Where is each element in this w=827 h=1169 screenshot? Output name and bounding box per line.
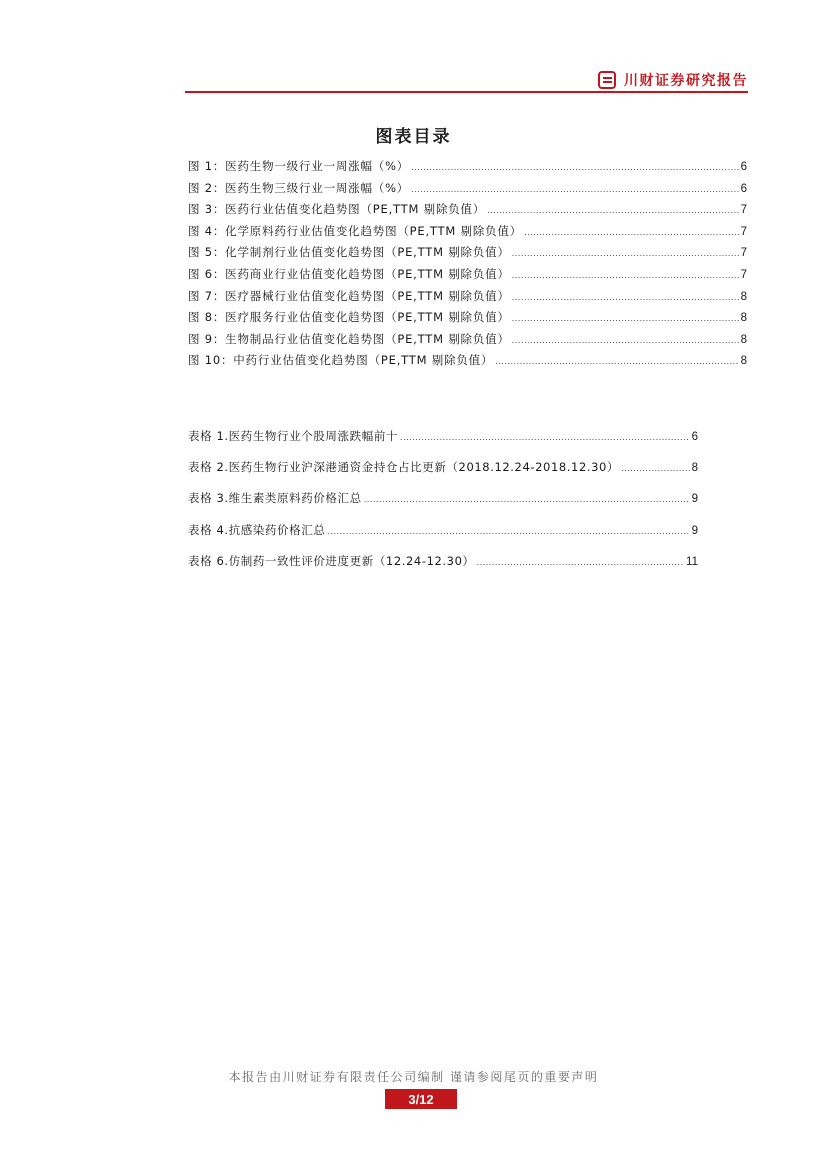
toc-entry-page: 8	[740, 312, 747, 325]
dot-leader	[512, 336, 739, 345]
toc-entry-page: 7	[740, 268, 747, 281]
toc-entry-label: 图 6：医药商业行业估值变化趋势图（PE,TTM 剔除负值）	[188, 266, 510, 281]
toc-entry-table[interactable]	[188, 522, 698, 553]
brand-name: 川财证券研究报告	[624, 73, 748, 89]
page-number-badge: 3/12	[385, 1089, 457, 1109]
dot-leader	[512, 271, 739, 280]
toc-entry-label: 表格 6.仿制药一致性评价进度更新（12.24-12.30）	[188, 553, 475, 568]
toc-entry-page: 8	[691, 462, 698, 475]
dot-leader	[495, 357, 738, 366]
toc-entry-label: 图 8：医疗服务行业估值变化趋势图（PE,TTM 剔除负值）	[188, 310, 510, 325]
toc-entry-figure[interactable]	[188, 309, 747, 331]
toc-entry-figure[interactable]	[188, 266, 747, 288]
toc-entry-label: 图 10：中药行业估值变化趋势图（PE,TTM 剔除负值）	[188, 353, 494, 368]
toc-title: 图表目录	[375, 127, 452, 147]
toc-entry-label: 图 9：生物制品行业估值变化趋势图（PE,TTM 剔除负值）	[188, 331, 510, 346]
toc-entry-figure[interactable]	[188, 352, 747, 374]
toc-entry-page: 7	[740, 225, 747, 238]
toc-entry-label: 图 4：化学原料药行业估值变化趋势图（PE,TTM 剔除负值）	[188, 223, 523, 238]
toc-entry-table[interactable]	[188, 459, 698, 490]
toc-entry-page: 6	[691, 431, 698, 443]
toc-entry-figure[interactable]	[188, 288, 747, 310]
dot-leader	[487, 206, 738, 215]
toc-entry-page: 11	[686, 555, 698, 568]
dot-leader	[512, 293, 739, 302]
toc-entry-page: 8	[740, 290, 747, 303]
toc-entry-figure[interactable]	[188, 158, 747, 180]
dot-leader	[621, 464, 690, 473]
brand-logo-icon	[598, 71, 616, 89]
toc-entry-label: 表格 1.医药生物行业个股周涨跌幅前十	[188, 429, 399, 443]
dot-leader	[364, 495, 690, 504]
toc-entry-figure[interactable]	[188, 331, 747, 353]
dot-leader	[411, 163, 738, 172]
table-list	[188, 428, 698, 584]
toc-entry-page: 6	[740, 182, 747, 195]
toc-entry-page: 7	[740, 247, 747, 260]
toc-entry-label: 图 2：医药生物三级行业一周涨幅（%）	[188, 180, 410, 195]
toc-entry-page: 7	[740, 204, 747, 217]
toc-entry-label: 表格 3.维生素类原料药价格汇总	[188, 491, 362, 506]
toc-entry-label: 表格 4.抗感染药价格汇总	[188, 522, 326, 537]
dot-leader	[327, 527, 689, 536]
toc-entry-figure[interactable]	[188, 201, 747, 223]
toc-entry-figure[interactable]	[188, 180, 747, 202]
toc-entry-label: 图 5：化学制剂行业估值变化趋势图（PE,TTM 剔除负值）	[188, 245, 510, 260]
toc-entry-figure[interactable]	[188, 223, 747, 245]
toc-entry-page: 8	[740, 355, 747, 368]
dot-leader	[524, 228, 739, 237]
toc-entry-table[interactable]	[188, 428, 698, 459]
dot-leader	[512, 249, 739, 258]
toc-entry-table[interactable]	[188, 490, 698, 521]
toc-entry-label: 表格 2.医药生物行业沪深港通资金持仓占比更新（2018.12.24-2018.12.30）	[188, 460, 620, 475]
toc-entry-label: 图 1：医药生物一级行业一周涨幅（%）	[188, 159, 410, 173]
dot-leader	[411, 185, 738, 194]
dot-leader	[512, 314, 739, 323]
toc-entry-table[interactable]	[188, 553, 698, 584]
toc-entry-figure[interactable]	[188, 244, 747, 266]
header-brand	[598, 69, 748, 91]
footer-disclaimer: 本报告由川财证券有限责任公司编制 谨请参阅尾页的重要声明	[228, 1070, 599, 1084]
dot-leader	[400, 433, 690, 442]
toc-entry-label: 图 3：医药行业估值变化趋势图（PE,TTM 剔除负值）	[188, 202, 486, 217]
toc-entry-page: 8	[740, 333, 747, 346]
toc-entry-page: 9	[691, 493, 698, 506]
toc-entry-page: 9	[691, 524, 698, 537]
dot-leader	[477, 558, 684, 567]
header-divider	[185, 91, 748, 93]
figure-list	[188, 158, 747, 374]
toc-entry-page: 6	[740, 161, 747, 173]
toc-entry-label: 图 7：医疗器械行业估值变化趋势图（PE,TTM 剔除负值）	[188, 288, 510, 303]
